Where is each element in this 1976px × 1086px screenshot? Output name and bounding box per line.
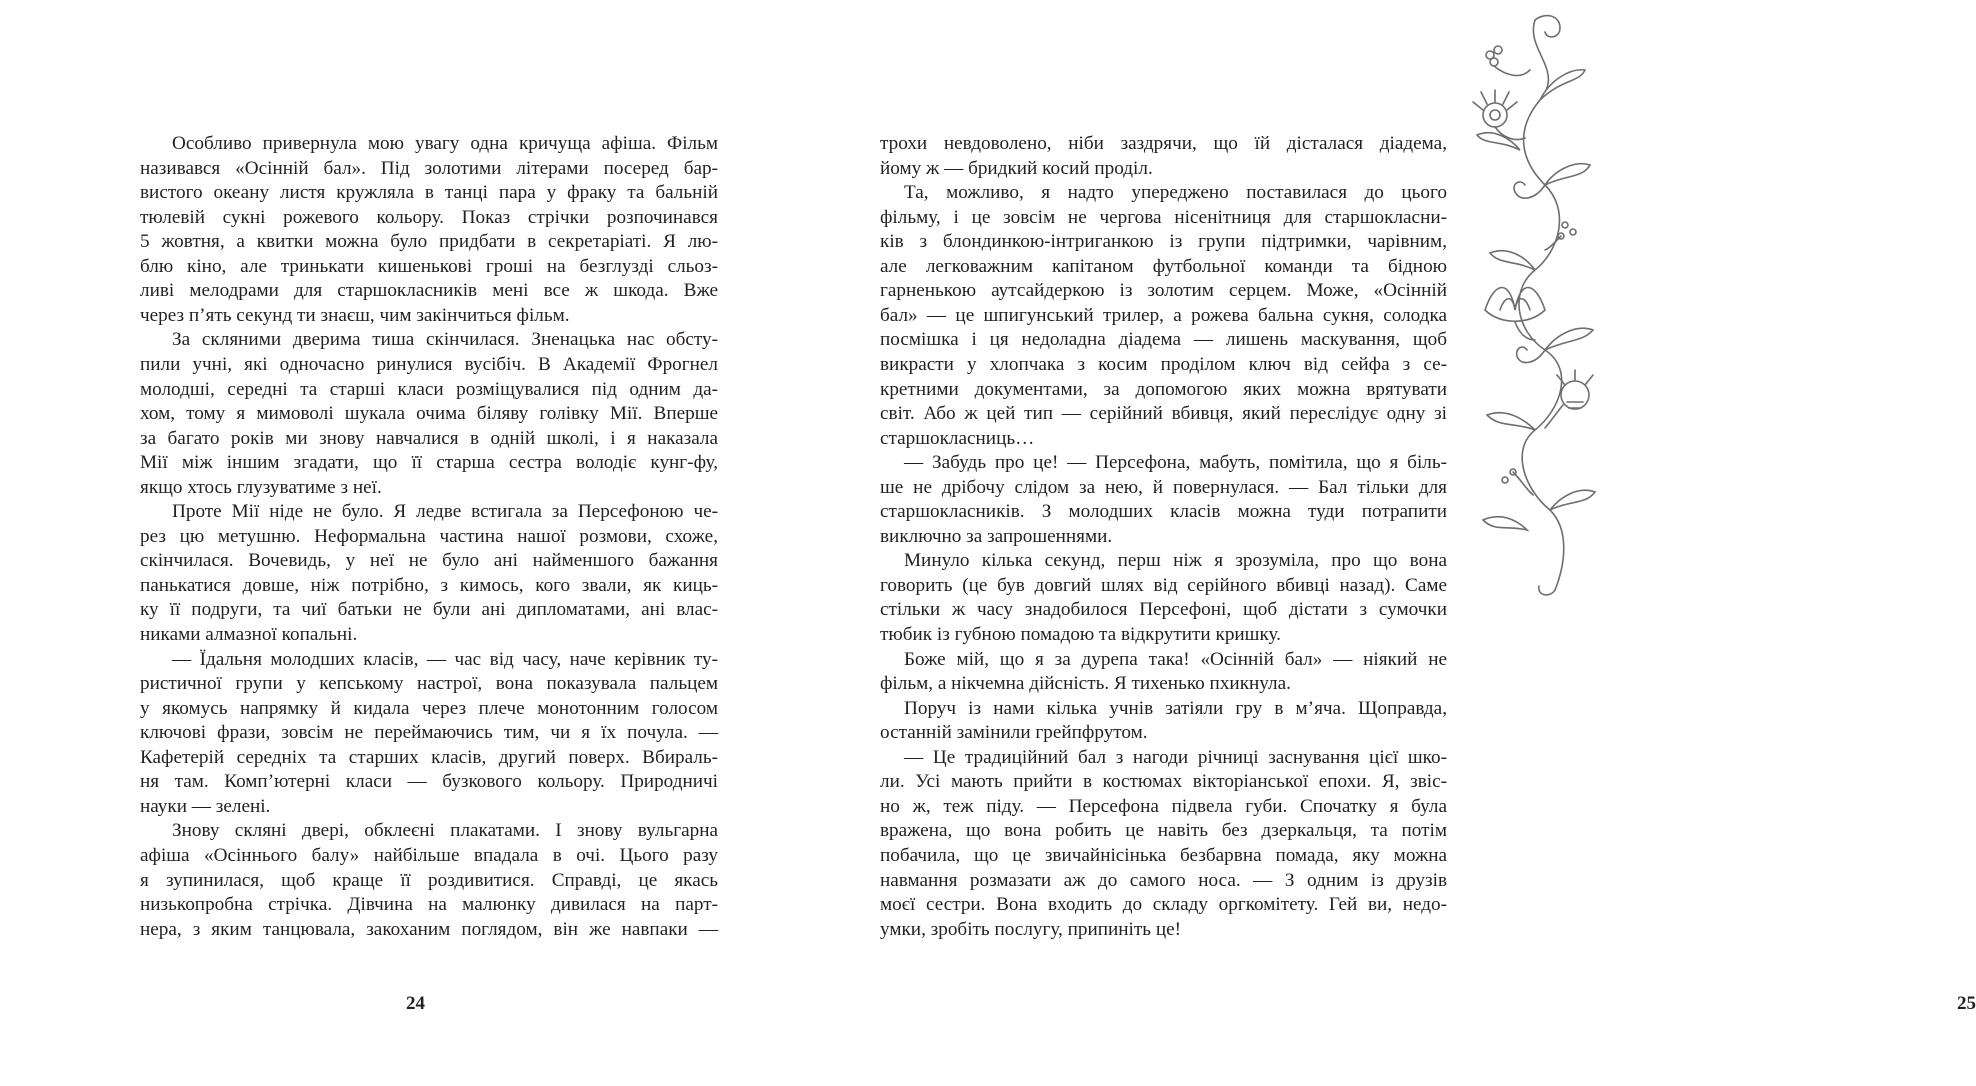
text-line: останній замінили грейпфрутом. <box>880 722 1148 744</box>
text-line: якщо хтось глузуватиме з неї. <box>140 476 382 498</box>
text-line: старшокласників. З молодших класів можна туди потрапити <box>880 501 1447 523</box>
text-line: Боже мій, що я за дурепа така! «Осінній бал» — ніякий не <box>904 648 1447 670</box>
text-line: науки — зелені. <box>140 795 271 817</box>
text-line: — Їдальня молодших класів, — час від часу, наче керівник ту- <box>172 648 718 670</box>
text-line: тюбик із губною помадою та відкрутити кришку. <box>880 624 1281 645</box>
text-line: я зупинилася, щоб краще її роздивитися. Справді, це якась <box>140 869 718 891</box>
text-line: — Це традиційний бал з нагоди річниці заснування цієї шко- <box>904 746 1447 768</box>
text-line: у якомусь напрямку й кидала через плече монотонним голосом <box>140 697 718 719</box>
text-line: никами алмазної копальні. <box>140 624 358 645</box>
text-line: стільки ж часу знадобилося Персефоні, щоб дістати з сумочки <box>880 599 1447 621</box>
text-line: Знову скляні двері, обклеєні плакатами. І знову вульгарна <box>172 820 718 842</box>
text-line: ня там. Комп’ютерні класи — бузкового кольору. Природничі <box>140 771 718 793</box>
text-line: низькопробна стрічка. Дівчина на малюнку дивилася на парт- <box>140 894 718 916</box>
text-line: тюлевій сукні рожевого кольору. Показ стрічки розпочинався <box>140 206 718 228</box>
text-line: Проте Мії ніде не було. Я ледве встигала за Персефоною че- <box>172 501 718 523</box>
text-line: ше не дрібочу слідом за нею, й повернулася. — Бал тільки для <box>880 476 1447 498</box>
text-line: За скляними дверима тиша скінчилася. Зненацька нас обсту- <box>172 329 718 351</box>
text-line <box>140 942 718 966</box>
text-line: рез цю метушню. Неформальна частина нашої розмови, схоже, <box>140 525 718 547</box>
text-line: за багато років ми знову навчалися в одній школі, і я наказала <box>140 427 718 449</box>
text-line: панькатися довше, ніж потрібно, з кимось, кого звали, як киць- <box>140 574 718 596</box>
page-number-left: 24 <box>406 993 425 1014</box>
text-line: молодші, середні та старші класи розміщувалися під одним да- <box>140 378 718 400</box>
text-line: фільму, і це зовсім не чергова нісенітниця для старшокласни- <box>880 206 1447 228</box>
text-line: навмання розмазати аж до самого носа. — З одним із друзів <box>880 869 1447 891</box>
text-line: хом, тому я мимоволі шукала очима біляву голівку Мії. Вперше <box>140 403 718 425</box>
text-line: — Забудь про це! — Персефона, мабуть, помітила, що я біль- <box>904 452 1447 474</box>
text-line: вражена, що вона робить це навіть без дзеркальця, та потім <box>880 820 1447 842</box>
text-line: але легковажним капітаном футбольної команди та бідною <box>880 255 1447 277</box>
text-line: йому ж — бридкий косий проділ. <box>880 157 1153 179</box>
text-line: Минуло кілька секунд, перш ніж я зрозуміла, про що вона <box>904 550 1447 572</box>
text-line: блю кіно, але тринькати кишенькові гроші на безглузді сльоз- <box>140 255 718 277</box>
text-line: умки, зробіть послугу, припиніть це! <box>880 918 1181 940</box>
text-line: ку її подруги, та чиї батьки не були ані дипломатами, ані влас- <box>140 599 718 621</box>
text-line: старшокласниць… <box>880 427 1035 449</box>
page-number-right: 25 <box>1957 993 1976 1014</box>
text-line: скінчилася. Вочевидь, у неї не було ані найменшого бажання <box>140 550 718 572</box>
text-line: посмішка і ця недоладна діадема — лишень маскування, щоб <box>880 329 1447 351</box>
text-line: ливі мелодрами для старшокласників мені все ж шкода. Вже <box>140 280 718 302</box>
floral-vine-ornament-icon <box>1465 10 1600 600</box>
text-line: світ. Або ж цей тип — серійний вбивця, який переслідує одну зі <box>880 403 1447 425</box>
text-line: побачила, що це звичайнісінька безбарвна помада, яку можна <box>880 844 1447 866</box>
text-line: ключові фрази, зовсім не переймаючись тим, чи я їх почула. — <box>140 722 718 744</box>
text-line: Мії між іншим згадати, що її старша сестра володіє кунг-фу, <box>140 452 718 474</box>
text-line: Поруч із нами кілька учнів затіяли гру в м’яча. Щоправда, <box>904 697 1447 719</box>
text-line: ків з блондинкою-інтриганкою із групи підтримки, чарівним, <box>880 231 1447 253</box>
text-line: Та, можливо, я надто упереджено поставилася до цього <box>904 182 1447 204</box>
left-page <box>0 0 800 1086</box>
text-line: гарненькою аутсайдеркою із золотим серцем. Може, «Осінній <box>880 280 1447 302</box>
text-line: називався «Осінній бал». Під золотими літерами посеред бар- <box>140 157 718 179</box>
text-line: виключно за запрошеннями. <box>880 525 1113 547</box>
text-line: викрасти у хлопчака з косим проділом ключ від сейфа з се- <box>880 353 1447 375</box>
text-line: вистого океану листя кружляла в танці пара у фраку та бальній <box>140 182 718 204</box>
text-line: Кафетерій середніх та старших класів, другий поверх. Вбираль- <box>140 746 718 768</box>
text-line: кретними документами, за допомогою яких можна врятувати <box>880 378 1447 400</box>
left-page-text <box>140 132 718 962</box>
text-line: бал» — це шпигунський трилер, а рожева бальна сукня, солодка <box>880 304 1447 326</box>
text-line: фільм, а нікчемна дійсність. Я тихенько пхикнула. <box>880 673 1291 695</box>
text-line: трохи невдоволено, ніби заздрячи, що їй дісталася діадема, <box>880 133 1447 154</box>
text-line: ристичної групи у кепському настрої, вона показувала пальцем <box>140 673 718 695</box>
right-page-text <box>880 132 1447 962</box>
text-line: нера, з яким танцювала, закоханим поглядом, він же навпаки — <box>140 918 718 940</box>
text-line: 5 жовтня, а квитки можна було придбати в секретаріаті. Я лю- <box>140 231 718 253</box>
text-line: но ж, теж піду. — Персефона підвела губи. Спочатку я була <box>880 795 1447 817</box>
text-line: Особливо привернула мою увагу одна кричуща афіша. Фільм <box>172 133 718 154</box>
text-line: пили учні, які одночасно ринулися вусібіч. В Академії Фрогнел <box>140 353 718 375</box>
text-line: через п’ять секунд ти знаєш, чим закінчиться фільм. <box>140 304 570 326</box>
text-line: афіша «Осіннього балу» найбільше впадала в очі. Цього разу <box>140 844 718 866</box>
text-line: говорить (це був довгий шлях від серійного вбивці назад). Саме <box>880 574 1447 596</box>
text-line: моєї сестри. Вона входить до складу оргкомітету. Гей ви, недо- <box>880 894 1447 916</box>
text-line: ли. Усі мають прийти в костюмах вікторіанської епохи. Я, звіс- <box>880 771 1447 793</box>
